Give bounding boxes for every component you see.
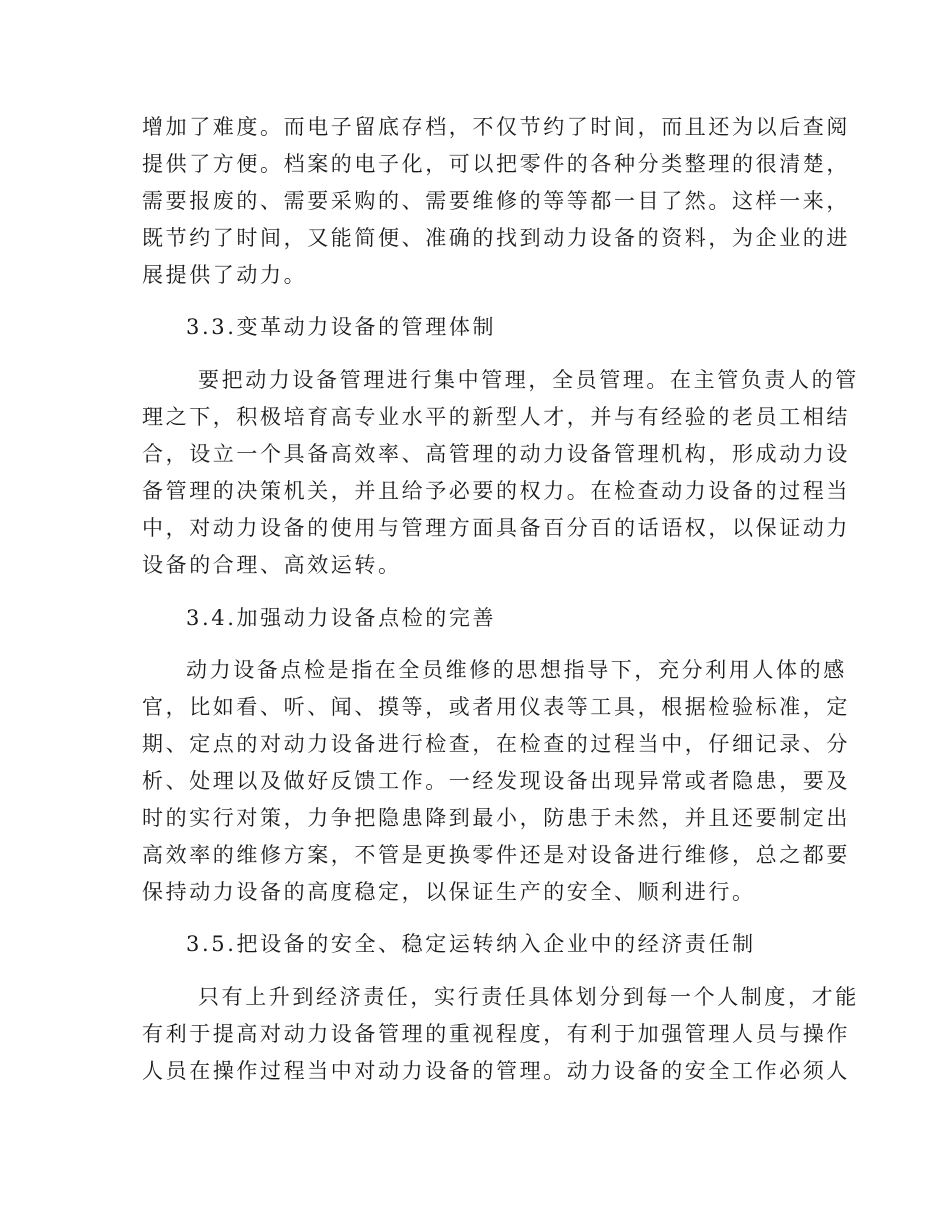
paragraph-line: 时的实行对策，力争把隐患降到最小，防患于未然，并且还要制定出 [142, 806, 850, 830]
paragraph-line: 要把动力设备管理进行集中管理，全员管理。在主管负责人的管 [198, 368, 859, 392]
paragraph-line: 保持动力设备的高度稳定，以保证生产的安全、顺利进行。 [142, 880, 756, 904]
paragraph-line: 人员在操作过程当中对动力设备的管理。动力设备的安全工作必须人 [142, 1059, 850, 1083]
paragraph-line: 动力设备点检是指在全员维修的思想指导下，充分利用人体的感 [186, 658, 847, 682]
paragraph-line: 期、定点的对动力设备进行检查，在检查的过程当中，仔细记录、分 [142, 732, 850, 756]
paragraph-line: 需要报废的、需要采购的、需要维修的等等都一目了然。这样一来， [142, 189, 850, 213]
section-heading-3-4: 3.4.加强动力设备点检的完善 [186, 606, 497, 630]
paragraph-line: 官，比如看、听、闻、摸等，或者用仪表等工具，根据检验标准，定 [142, 695, 850, 719]
paragraph-line: 高效率的维修方案，不管是更换零件还是对设备进行维修，总之都要 [142, 843, 850, 867]
paragraph-line: 合，设立一个具备高效率、高管理的动力设备管理机构，形成动力设 [142, 442, 850, 466]
paragraph-line: 既节约了时间，又能简便、准确的找到动力设备的资料，为企业的进 [142, 226, 850, 250]
paragraph-line: 中，对动力设备的使用与管理方面具备百分百的话语权，以保证动力 [142, 516, 850, 540]
paragraph-line: 只有上升到经济责任，实行责任具体划分到每一个人制度，才能 [198, 985, 859, 1009]
paragraph-line: 析、处理以及做好反馈工作。一经发现设备出现异常或者隐患，要及 [142, 769, 850, 793]
paragraph-line: 备管理的决策机关，并且给予必要的权力。在检查动力设备的过程当 [142, 479, 850, 503]
paragraph-line: 展提供了动力。 [142, 263, 308, 287]
section-heading-3-5: 3.5.把设备的安全、稳定运转纳入企业中的经济责任制 [186, 932, 756, 956]
paragraph-line: 提供了方便。档案的电子化，可以把零件的各种分类整理的很清楚， [142, 152, 850, 176]
paragraph-line: 增加了难度。而电子留底存档，不仅节约了时间，而且还为以后查阅 [142, 115, 850, 139]
paragraph-line: 有利于提高对动力设备管理的重视程度，有利于加强管理人员与操作 [142, 1022, 850, 1046]
paragraph-line: 设备的合理、高效运转。 [142, 553, 402, 577]
paragraph-line: 理之下，积极培育高专业水平的新型人才，并与有经验的老员工相结 [142, 405, 850, 429]
section-heading-3-3: 3.3.变革动力设备的管理体制 [186, 315, 497, 339]
